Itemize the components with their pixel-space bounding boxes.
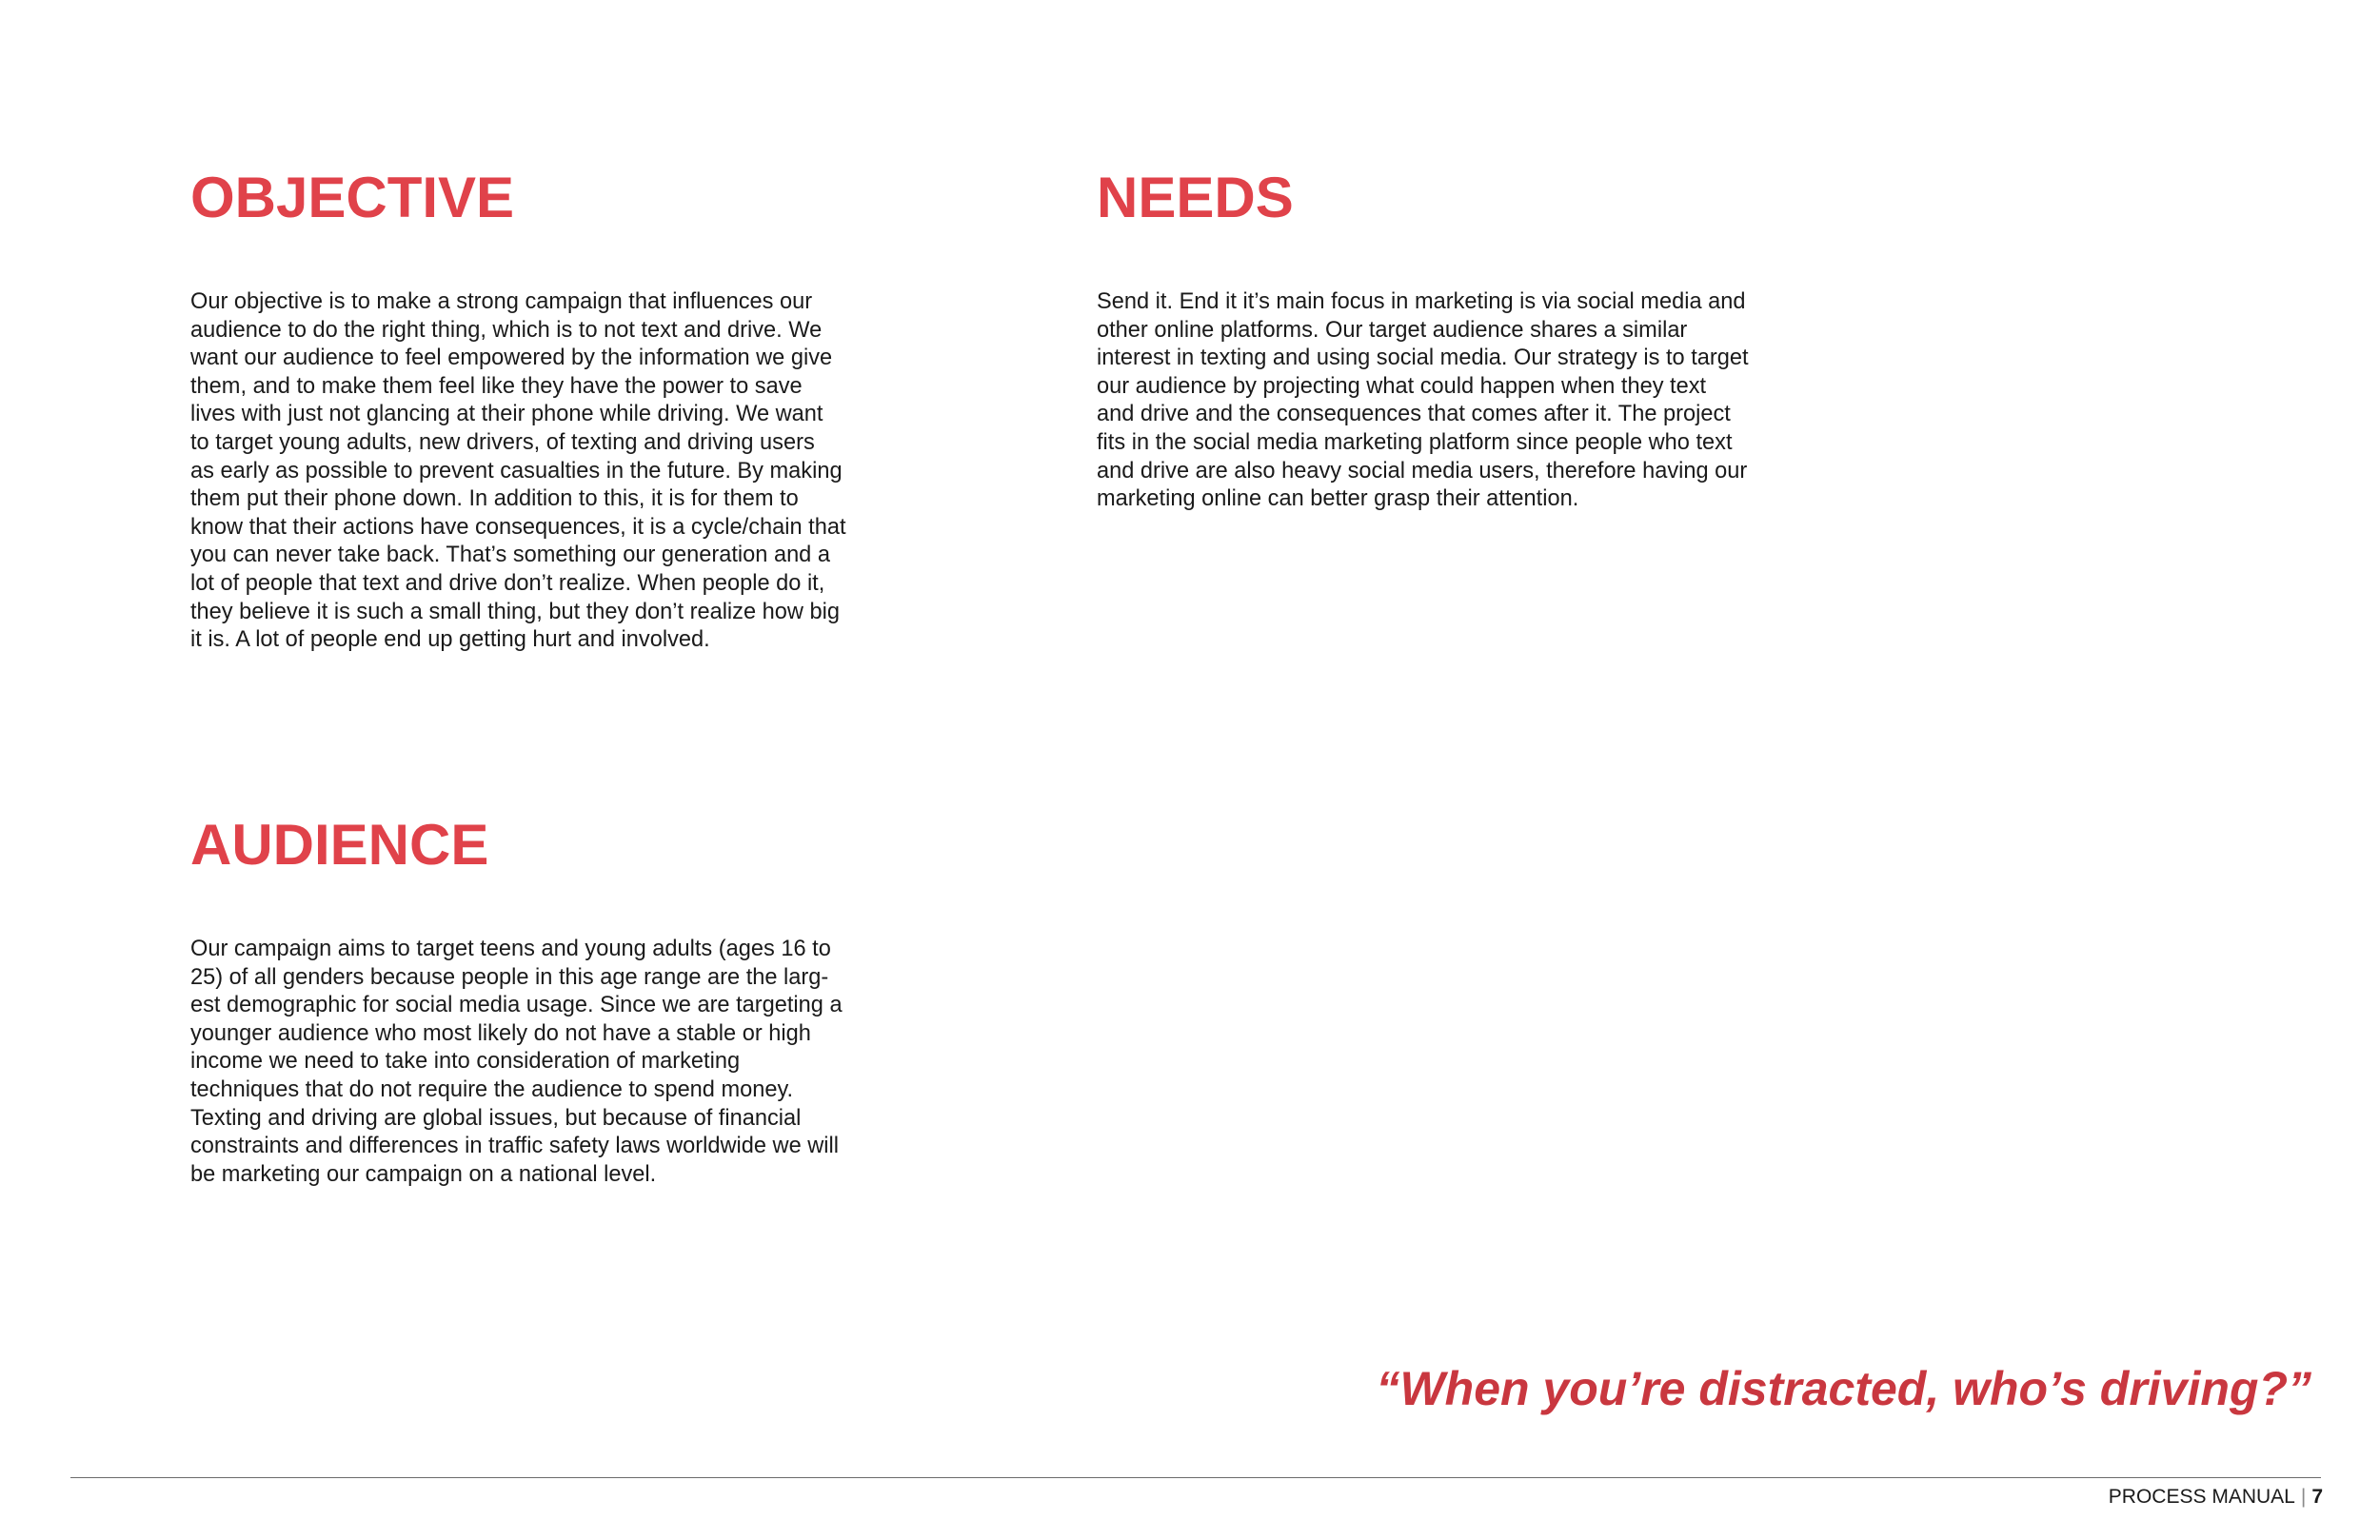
- objective-section: [190, 166, 895, 655]
- audience-body: Our campaign aims to target teens and young adults (ages 16 to 25) of all genders because people in this age range are the larg- est demographic for social media usage. Since we are targeting a younger audience who most likely do not have a stable or high income we need to take into consideration of marketing techniques that do not require the audience to spend money. Texting and driving are global issues, but because of financial constraints and differences in traffic safety laws worldwide we will be marketing our campaign on a national level.: [190, 937, 843, 1187]
- footer-divider: [70, 1477, 2321, 1478]
- page-footer: [2109, 1485, 2323, 1510]
- footer-separator: |: [2300, 1486, 2307, 1508]
- needs-section: [1097, 166, 1801, 514]
- audience-section: [190, 813, 895, 1189]
- footer-label: PROCESS MANUAL: [2108, 1486, 2295, 1508]
- needs-heading: NEEDS: [1097, 166, 1294, 229]
- campaign-tagline: “When you’re distracted, who’s driving?”: [1376, 1362, 2311, 1415]
- audience-heading: AUDIENCE: [190, 813, 489, 877]
- needs-body: Send it. End it it’s main focus in marketing is via social media and other online platforms. Our target audience shares a similar interest in texting and using social media. Our strategy is to target our audience by projecting what could happen when they text and drive and the consequences that comes after it. The project fits in the social media marketing platform since people who text and drive are also heavy social media users, therefore having our marketing online can better grasp their attention.: [1097, 289, 1749, 512]
- objective-body: Our objective is to make a strong campaign that influences our audience to do the right thing, which is to not text and drive. We want our audience to feel empowered by the information we give them, and to make them feel like they have the power to save lives with just not glancing at their phone while driving. We want to target young adults, new drivers, of texting and driving users as early as possible to prevent casualties in the future. By making them put their phone down. In addition to this, it is for them to know that their actions have consequences, it is a cycle/chain that you can never take back. That’s something our generation and a lot of people that text and drive don’t realize. When people do it, they believe it is such a small thing, but they don’t realize how big it is. A lot of people end up getting hurt and involved.: [190, 289, 846, 653]
- page-number: 7: [2311, 1486, 2323, 1508]
- objective-heading: OBJECTIVE: [190, 166, 515, 229]
